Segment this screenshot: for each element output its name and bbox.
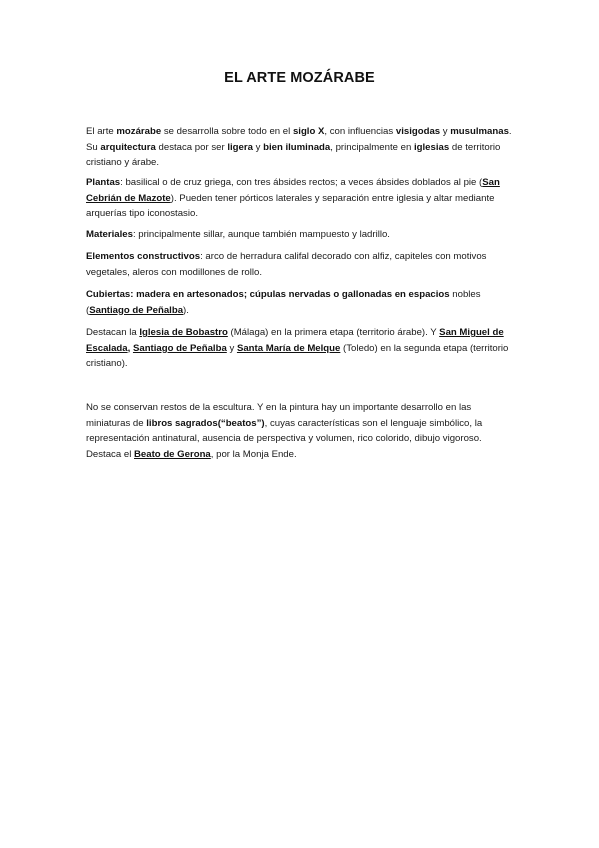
paragraph-intro: El arte mozárabe se desarrolla sobre todo en el siglo X, con influencias visigodas y musulmanas. Su arquitectura destaca por ser ligera y bien iluminada, principalmente en iglesias de territorio cristiano y árabe. [86, 126, 512, 168]
plantas-label: Plantas [86, 177, 121, 188]
paragraph-cubiertas: Cubiertas: madera en artesonados; cúpulas nervadas o gallonadas en espacios nobles (Santiago de Peñalba). [86, 289, 481, 316]
paragraph-destacan: Destacan la Iglesia de Bobastro (Málaga) en la primera etapa (territorio árabe). Y San Miguel de Escalada, Santiago de Peñalba y Santa María de Melque (Toledo) en la segunda etapa (territorio cristiano). [86, 327, 509, 369]
materiales-label: Materiales [86, 229, 133, 240]
link-beato-gerona: Beato de Gerona [134, 448, 211, 460]
paragraph-escultura: No se conservan restos de la escultura. Y en la pintura hay un importante desarrollo en las miniaturas de libros sagrados(“beatos”), cuyas características son el lenguaje simbólico, la representación antinatural, ausencia de perspectiva y volumen, rico colorido, dibujo vigoroso. Destaca el Beato de Gerona, por la Monja Ende. [86, 402, 483, 460]
cubiertas-label: Cubiertas: madera en artesonados; cúpulas nervadas o gallonadas en espacios [86, 289, 450, 300]
link-san-cebrian: San Cebrián de Mazote [86, 177, 500, 204]
paragraph-materiales: Materiales: principalmente sillar, aunque también mampuesto y ladrillo. [86, 229, 390, 240]
paragraph-plantas: Plantas: basilical o de cruz griega, con tres ábsides rectos; a veces ábsides doblados al pie (San Cebrián de Mazote). Pueden tener pórticos laterales y separación entre iglesia y altar mediante arquerías tipo iconostasio. [86, 177, 500, 219]
link-santiago-penalba-1: Santiago de Peñalba [89, 304, 184, 316]
document-title: EL ARTE MOZÁRABE [224, 70, 375, 86]
link-iglesia-bobastro: Iglesia de Bobastro [139, 327, 228, 338]
link-santiago-penalba-2: Santiago de Peñalba [132, 342, 227, 354]
link-san-miguel-escalada: San Miguel de Escalada [86, 327, 504, 354]
elementos-label: Elementos constructivos [86, 251, 201, 262]
paragraph-elementos: Elementos constructivos: arco de herradura califal decorado con alfiz, capiteles con motivos vegetales, aleros con modillones de rollo. [86, 251, 487, 278]
link-santa-maria-melque: Santa María de Melque [236, 342, 341, 354]
